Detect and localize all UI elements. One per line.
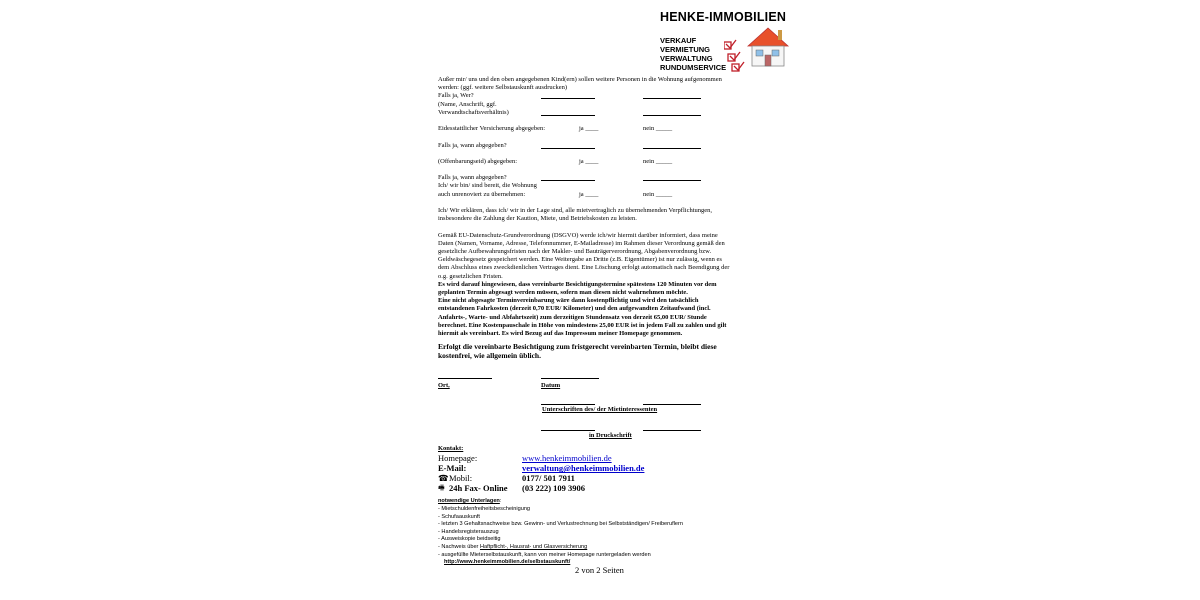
logo-title: HENKE-IMMOBILIEN [660, 10, 787, 24]
gdpr-line-3: gesetzliche Aufbewahrungsfristen nach der Makler- und Bauträgerverordnung, Abgabenverordnung bzw. [438, 248, 712, 256]
unrenovated-label-1: Ich/ wir bin/ sind bereit, die Wohnung [438, 182, 537, 190]
contact-heading: Kontakt: [438, 445, 464, 453]
closing-line-2: kostenfrei, wie allgemein üblich. [438, 351, 541, 361]
persons-relation-row [438, 109, 764, 117]
disclosure-when-row [438, 174, 764, 182]
mobile-row [438, 473, 764, 483]
print-label: in Druckschrift [589, 432, 632, 440]
email-label: E-Mail: [438, 463, 467, 474]
terms-line-6: berechnet. Eine Kostenpauschale in Höhe von mindestens 25,00 EUR ist in jedem Fall zu zahlen und gilt [438, 321, 727, 329]
mobile-label: Mobil: [449, 473, 473, 484]
print-label-row [438, 434, 764, 444]
homepage-label: Homepage: [438, 453, 478, 464]
gdpr-line-2: Daten (Namen, Vorname, Adresse, Telefonnummer, E-Mailadresse) im Rahmen dieser Verordnung gemäß den [438, 239, 725, 247]
persons-intro: Außer mir/ uns und den oben angegebenen Kind(ern) sollen weitere Personen in die Wohnung aufgenommen [438, 76, 722, 83]
terms-line-1: Es wird darauf hingewiesen, dass vereinbarte Besichtigungstermine spätestens 120 Minuten vor dem [438, 280, 717, 288]
selbstauskunft-link[interactable]: http://www.henkeimmobilien.de/selbstauskunft/ [444, 559, 571, 566]
closing-line-1: Erfolgt die vereinbarte Besichtigung zum fristgerecht vereinbarten Termin, bleibt diese [438, 342, 717, 352]
unrenovated-no[interactable]: nein _____ [643, 190, 673, 198]
document-item: - Schufaauskunft [438, 513, 480, 520]
homepage-row [438, 453, 764, 463]
email-link[interactable]: verwaltung@henkeimmobilien.de [522, 463, 645, 474]
logo-line-management: VERWALTUNG [660, 54, 713, 63]
persons-blank-1[interactable] [541, 92, 595, 99]
fax-label: 24h Fax- Online [449, 483, 508, 494]
fax-row [438, 483, 764, 493]
phone-icon: ☎ [438, 473, 449, 484]
documents-heading: notwendige Unterlagen [438, 498, 500, 505]
persons-who-row [438, 92, 764, 100]
document-item: - letzten 3 Gehaltsnachweise bzw. Gewinn- und Verlustrechnung bei Selbstständigen/ Freiberuflern [438, 521, 684, 528]
terms-line-7: hiermit als vereinbart. Es wird Bezug auf das Impressum meiner Homepage genommen. [438, 330, 683, 338]
gdpr-line-1: Gemäß EU-Datenschutz-Grundverordnung (DSGVO) werde ich/wir hiermit darüber informiert, dass meine [438, 231, 718, 239]
disclosure-row [438, 158, 764, 166]
persons-blank-4[interactable] [643, 109, 701, 116]
persons-name-row [438, 101, 764, 109]
print-blank-2[interactable] [643, 424, 701, 431]
document-item: - Handelsregisterauszug [438, 528, 499, 535]
place-date-blanks [438, 372, 764, 382]
date-blank[interactable] [541, 372, 599, 379]
gdpr-line-6: o.g. gesetzlichen Fristen. [438, 272, 503, 280]
insurance-prefix: - Nachweis über [438, 544, 480, 551]
document-item-insurance [438, 544, 764, 552]
affidavit-yes[interactable]: ja ____ [579, 125, 599, 133]
homepage-link[interactable]: www.henkeimmobilien.de [522, 453, 612, 464]
disclosure-no[interactable]: nein _____ [643, 157, 673, 165]
declaration-line-1: Ich/ Wir erklären, dass ich/ wir in der Lage sind, alle mietvertraglich zu übernehmenden Verpflichtungen, [438, 207, 713, 215]
signature-blank-1[interactable] [541, 398, 595, 405]
signature-label: Unterschriften des/ der Mietinteressenten [542, 406, 658, 414]
affidavit-when-row [438, 142, 764, 150]
place-date-labels [438, 382, 764, 392]
document-item: - ausgefüllte Mieterselbstauskunft, kann von meiner Homepage runtergeladen werden [438, 551, 651, 558]
affidavit-no[interactable]: nein _____ [643, 125, 673, 133]
date-label: Datum [541, 382, 561, 390]
gdpr-line-5: dem Abschluss eines zweckdienlichen Vertrages dient. Eine Löschung erfolgt automatisch nach Beendigung der [438, 264, 730, 272]
place-blank[interactable] [438, 372, 492, 379]
disclosure-when-blank-2[interactable] [643, 174, 701, 181]
page-number: 2 von 2 Seiten [575, 565, 624, 575]
mobile-number: 0177/ 501 7911 [522, 473, 575, 484]
persons-blank-3[interactable] [541, 109, 595, 116]
documents-heading-colon: : [499, 498, 502, 505]
signature-label-row [438, 408, 764, 418]
terms-line-2: geplanten Termin abgesagt werden müssen, sofern man diesen nicht wahrnehmen möchte. [438, 289, 688, 297]
contact-block [438, 453, 764, 493]
persons-relation-label: Verwandtschaftsverhältnis) [438, 108, 509, 116]
unrenovated-yes[interactable]: ja ____ [579, 190, 599, 198]
affidavit-when-blank-2[interactable] [643, 142, 701, 149]
declaration-line-2: insbesondere die Zahlung der Kaution, Miete, und Betriebskosten zu leisten. [438, 215, 637, 223]
house-checkmark-icon [724, 22, 794, 76]
document-item: - Mietschuldenfreiheitsbescheinigung [438, 506, 531, 513]
persons-name-label: (Name, Anschrift, ggf. [438, 100, 497, 108]
gdpr-line-4: Geldwäschegesetz gespeichert werden. Eine Weitergabe an Dritte (z.B. Eigentümer) ist nur zulässig, wenn es [438, 256, 722, 264]
disclosure-yes[interactable]: ja ____ [579, 157, 599, 165]
email-row [438, 463, 764, 473]
terms-line-4: entstandenen Fahrkosten (derzeit 0,70 EUR/ Kilometer) und den aufgewandten Zeitaufwand (incl. [438, 305, 711, 313]
affidavit-when-label: Falls ja, wann abgegeben? [438, 141, 507, 149]
affidavit-when-blank-1[interactable] [541, 142, 595, 149]
documents-heading-row [438, 498, 764, 506]
fax-number: (03 222) 109 3906 [522, 483, 586, 494]
company-logo [660, 8, 800, 76]
disclosure-when-blank-1[interactable] [541, 174, 595, 181]
persons-intro-2: werden: (ggf. weitere Selbstauskunft ausdrucken) [438, 84, 568, 92]
terms-line-3: Eine nicht abgesagte Terminvereinbarung wäre dann kostenpflichtig und wird den tatsächlich [438, 297, 699, 305]
signature-blank-2[interactable] [643, 398, 701, 405]
logo-line-sale: VERKAUF [660, 36, 697, 45]
place-label: Ort, [438, 382, 450, 390]
insurance-link[interactable]: Haftpflicht-, Hausrat- und Glasversicherung [479, 544, 588, 551]
unrenovated-row-1 [438, 182, 764, 190]
fax-icon: 🖷 [438, 484, 445, 493]
disclosure-label: (Offenbarungseid) abgegeben: [438, 157, 518, 165]
unrenovated-row-2 [438, 191, 764, 199]
logo-line-rent: VERMIETUNG [660, 45, 711, 54]
persons-blank-2[interactable] [643, 92, 701, 99]
logo-line-service: RUNDUMSERVICE [660, 63, 727, 72]
terms-line-5: Anfahrts-, Warte- und Abfahrtszeit) zum derzeitigen Stundensatz von derzeit 65,00 EUR/ Stunde [438, 313, 707, 321]
affidavit-label: Eidesstattlicher Versicherung abgegeben: [438, 125, 546, 133]
document-item: - Ausweiskopie beidseitig [438, 536, 501, 543]
print-blank-1[interactable] [541, 424, 595, 431]
document-body [438, 76, 764, 567]
persons-who-label: Falls ja, Wer? [438, 92, 474, 100]
disclosure-when-label: Falls ja, wann abgegeben? [438, 174, 507, 182]
documents-block [438, 498, 764, 566]
affidavit-row [438, 125, 764, 133]
unrenovated-label-2: auch unrenoviert zu übernehmen: [438, 190, 526, 198]
